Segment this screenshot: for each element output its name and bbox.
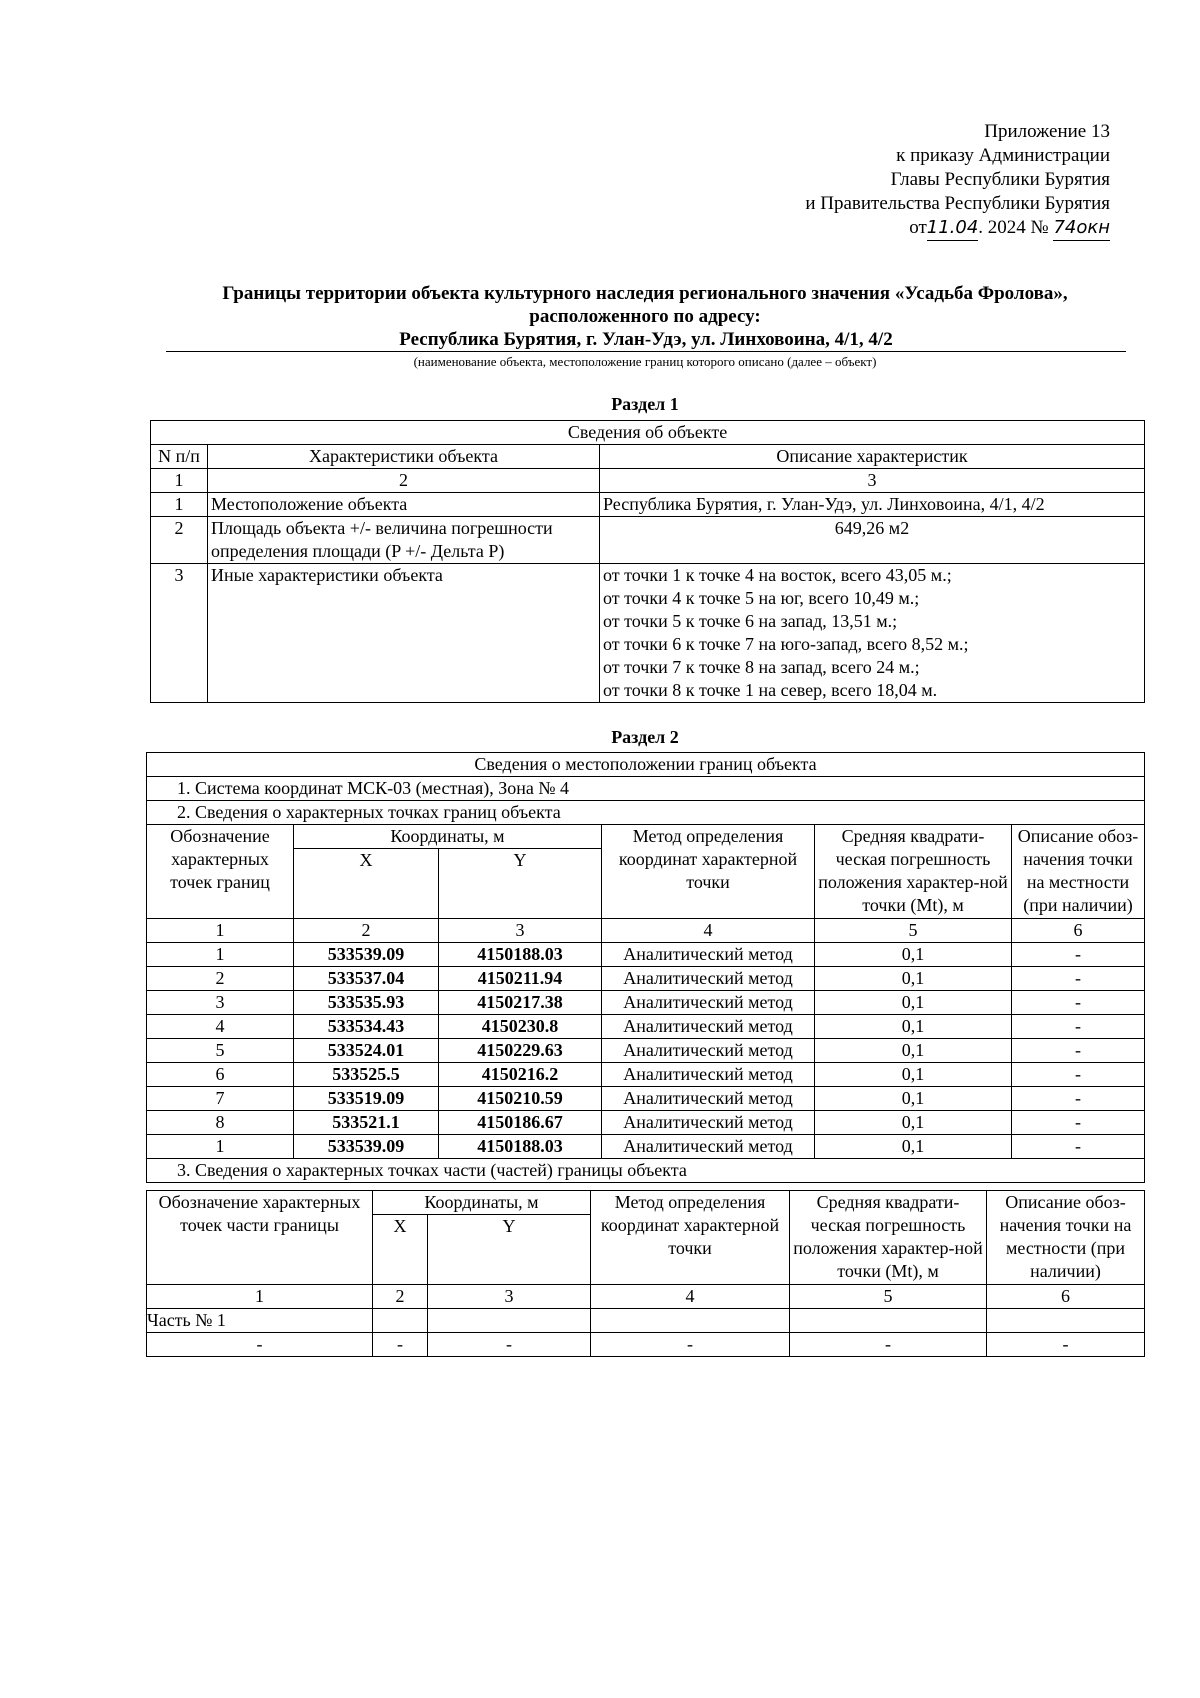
table-row xyxy=(147,1015,1145,1039)
column-index: 1 xyxy=(147,919,294,943)
point-method: Аналитический метод xyxy=(602,967,815,991)
column-header: N п/п xyxy=(151,445,208,469)
table-title: Сведения о местоположении границ объекта xyxy=(147,753,1145,777)
point-description: - xyxy=(1012,1135,1145,1159)
subheader-row xyxy=(147,801,1145,825)
table-row xyxy=(151,517,1145,564)
column-index: 5 xyxy=(790,1285,987,1309)
part-cell: - xyxy=(591,1333,790,1357)
table-row xyxy=(147,1111,1145,1135)
table-row xyxy=(147,967,1145,991)
description-line: 649,26 м2 xyxy=(834,518,910,538)
column-header-x: X xyxy=(373,1215,428,1285)
point-description: - xyxy=(1012,1015,1145,1039)
point-y: 4150186.67 xyxy=(439,1111,602,1135)
point-method: Аналитический метод xyxy=(602,991,815,1015)
column-header: Метод определения координат характерной точки xyxy=(602,825,815,919)
point-number: 2 xyxy=(147,967,294,991)
point-y: 4150211.94 xyxy=(439,967,602,991)
part-label: Часть № 1 xyxy=(147,1309,373,1333)
description-line: Республика Бурятия, г. Улан-Удэ, ул. Линховоина, 4/1, 4/2 xyxy=(603,494,1045,514)
point-description: - xyxy=(1012,991,1145,1015)
column-index: 1 xyxy=(147,1285,373,1309)
point-error: 0,1 xyxy=(815,1039,1012,1063)
table-row xyxy=(147,943,1145,967)
point-y: 4150188.03 xyxy=(439,1135,602,1159)
point-method: Аналитический метод xyxy=(602,1063,815,1087)
column-header: Средняя квадрати-ческая погрешность положения характер-ной точки (Mt), м xyxy=(815,825,1012,919)
appendix-line: к приказу Администрации xyxy=(896,145,1110,166)
column-header-x: X xyxy=(294,849,439,919)
point-y: 4150217.38 xyxy=(439,991,602,1015)
row-number: 3 xyxy=(151,564,208,703)
column-index: 2 xyxy=(294,919,439,943)
part-label-row xyxy=(147,1309,1145,1333)
point-x: 533524.01 xyxy=(294,1039,439,1063)
table-row xyxy=(151,564,1145,703)
characteristic-name: Площадь объекта +/- величина погрешности определения площади (P +/- Дельта P) xyxy=(208,517,600,564)
point-description: - xyxy=(1012,1039,1145,1063)
point-y: 4150229.63 xyxy=(439,1039,602,1063)
part-cell: - xyxy=(428,1333,591,1357)
table-row xyxy=(147,1333,1145,1357)
table-header-row xyxy=(147,753,1145,777)
empty-cell xyxy=(591,1309,790,1333)
part-cell: - xyxy=(790,1333,987,1357)
description-line: от точки 5 к точке 6 на запад, 13,51 м.; xyxy=(603,611,898,631)
point-error: 0,1 xyxy=(815,1015,1012,1039)
point-x: 533535.93 xyxy=(294,991,439,1015)
table-row xyxy=(151,493,1145,517)
column-index: 4 xyxy=(591,1285,790,1309)
table-header-row xyxy=(151,445,1145,469)
point-method: Аналитический метод xyxy=(602,943,815,967)
table-row xyxy=(147,991,1145,1015)
characteristic-description xyxy=(600,493,1145,517)
column-header: Описание обоз-начения точки на местности (при наличии) xyxy=(987,1191,1145,1285)
title-line: расположенного по адресу: xyxy=(529,306,761,327)
column-header: Обозначение характерных точек части границы xyxy=(147,1191,373,1285)
table-header-row xyxy=(147,1191,1145,1215)
object-info-table xyxy=(150,420,1145,703)
point-number: 7 xyxy=(147,1087,294,1111)
characteristic-description xyxy=(600,564,1145,703)
table-row xyxy=(147,1063,1145,1087)
part-cell: - xyxy=(373,1333,428,1357)
description-line: от точки 8 к точке 1 на север, всего 18,04 м. xyxy=(603,680,938,700)
point-error: 0,1 xyxy=(815,943,1012,967)
table-row xyxy=(147,1087,1145,1111)
point-y: 4150216.2 xyxy=(439,1063,602,1087)
point-error: 0,1 xyxy=(815,967,1012,991)
column-header: Средняя квадрати-ческая погрешность положения характер-ной точки (Mt), м xyxy=(790,1191,987,1285)
point-number: 3 xyxy=(147,991,294,1015)
boundary-points-table xyxy=(146,752,1145,1183)
point-x: 533534.43 xyxy=(294,1015,439,1039)
point-method: Аналитический метод xyxy=(602,1087,815,1111)
handwritten-date: 11.04 xyxy=(927,216,979,241)
part-cell: - xyxy=(147,1333,373,1357)
point-description: - xyxy=(1012,1111,1145,1135)
point-number: 8 xyxy=(147,1111,294,1135)
point-x: 533521.1 xyxy=(294,1111,439,1135)
point-description: - xyxy=(1012,1063,1145,1087)
row-number: 1 xyxy=(151,493,208,517)
point-method: Аналитический метод xyxy=(602,1015,815,1039)
coordinate-system: 1. Система координат МСК-03 (местная), Зона № 4 xyxy=(147,777,1145,801)
column-header-y: Y xyxy=(439,849,602,919)
index-row xyxy=(147,919,1145,943)
column-index: 6 xyxy=(987,1285,1145,1309)
points-subheader: 2. Сведения о характерных точках границ объекта xyxy=(147,801,1145,825)
point-number: 4 xyxy=(147,1015,294,1039)
characteristic-description xyxy=(600,517,1145,564)
date-prefix: от xyxy=(909,217,927,238)
section1-label: Раздел 1 xyxy=(611,394,679,414)
column-index: 3 xyxy=(600,469,1145,493)
index-row xyxy=(151,469,1145,493)
title-caption: (наименование объекта, местоположение границ которого описано (далее – объект) xyxy=(413,354,877,369)
column-index: 6 xyxy=(1012,919,1145,943)
description-line: от точки 4 к точке 5 на юг, всего 10,49 м.; xyxy=(603,588,920,608)
point-x: 533537.04 xyxy=(294,967,439,991)
title-line: Границы территории объекта культурного наследия регионального значения «Усадьба Фролова», xyxy=(222,283,1068,304)
appendix-line: и Правительства Республики Бурятия xyxy=(805,193,1110,214)
column-index: 2 xyxy=(208,469,600,493)
point-description: - xyxy=(1012,1087,1145,1111)
column-header: Характеристики объекта xyxy=(208,445,600,469)
appendix-line: Главы Республики Бурятия xyxy=(890,169,1110,190)
empty-cell xyxy=(987,1309,1145,1333)
point-number: 1 xyxy=(147,1135,294,1159)
column-header: Метод определения координат характерной точки xyxy=(591,1191,790,1285)
point-x: 533539.09 xyxy=(294,943,439,967)
point-y: 4150230.8 xyxy=(439,1015,602,1039)
point-method: Аналитический метод xyxy=(602,1039,815,1063)
point-error: 0,1 xyxy=(815,991,1012,1015)
row-number: 2 xyxy=(151,517,208,564)
point-error: 0,1 xyxy=(815,1063,1012,1087)
point-error: 0,1 xyxy=(815,1111,1012,1135)
empty-cell xyxy=(373,1309,428,1333)
column-index: 1 xyxy=(151,469,208,493)
index-row xyxy=(147,1285,1145,1309)
point-x: 533519.09 xyxy=(294,1087,439,1111)
point-number: 1 xyxy=(147,943,294,967)
characteristic-name: Местоположение объекта xyxy=(208,493,600,517)
column-header: Координаты, м xyxy=(294,825,602,849)
point-y: 4150188.03 xyxy=(439,943,602,967)
table-row xyxy=(147,1039,1145,1063)
order-date-line xyxy=(805,216,1110,241)
column-header: Координаты, м xyxy=(373,1191,591,1215)
point-x: 533525.5 xyxy=(294,1063,439,1087)
point-method: Аналитический метод xyxy=(602,1135,815,1159)
column-index: 5 xyxy=(815,919,1012,943)
part-points-table xyxy=(146,1190,1145,1357)
column-index: 2 xyxy=(373,1285,428,1309)
point-error: 0,1 xyxy=(815,1135,1012,1159)
point-number: 6 xyxy=(147,1063,294,1087)
point-description: - xyxy=(1012,943,1145,967)
characteristic-name: Иные характеристики объекта xyxy=(208,564,600,703)
section2-label: Раздел 2 xyxy=(611,727,679,747)
appendix-line: Приложение 13 xyxy=(984,121,1110,142)
title-address: Республика Бурятия, г. Улан-Удэ, ул. Линховоина, 4/1, 4/2 xyxy=(166,328,1126,352)
point-x: 533539.09 xyxy=(294,1135,439,1159)
appendix-block xyxy=(805,120,1110,241)
empty-cell xyxy=(428,1309,591,1333)
table-header-row xyxy=(147,825,1145,849)
part-cell: - xyxy=(987,1333,1145,1357)
point-number: 5 xyxy=(147,1039,294,1063)
point-error: 0,1 xyxy=(815,1087,1012,1111)
date-year: . 2024 № xyxy=(978,217,1049,238)
point-y: 4150210.59 xyxy=(439,1087,602,1111)
handwritten-order-number: 74окн xyxy=(1053,216,1110,241)
table-row xyxy=(147,1135,1145,1159)
part-subheader: 3. Сведения о характерных точках части (частей) границы объекта xyxy=(147,1159,1145,1183)
table-title: Сведения об объекте xyxy=(151,421,1145,445)
column-index: 4 xyxy=(602,919,815,943)
table-header-row xyxy=(151,421,1145,445)
column-header: Описание характеристик xyxy=(600,445,1145,469)
column-index: 3 xyxy=(439,919,602,943)
point-description: - xyxy=(1012,967,1145,991)
point-method: Аналитический метод xyxy=(602,1111,815,1135)
description-line: от точки 7 к точке 8 на запад, всего 24 м.; xyxy=(603,657,920,677)
subheader-row xyxy=(147,777,1145,801)
description-line: от точки 6 к точке 7 на юго-запад, всего 8,52 м.; xyxy=(603,634,969,654)
column-index: 3 xyxy=(428,1285,591,1309)
column-header: Описание обоз-начения точки на местности (при наличии) xyxy=(1012,825,1145,919)
empty-cell xyxy=(790,1309,987,1333)
subheader-row xyxy=(147,1159,1145,1183)
description-line: от точки 1 к точке 4 на восток, всего 43,05 м.; xyxy=(603,565,952,585)
column-header: Обозначение характерных точек границ xyxy=(147,825,294,919)
document-title xyxy=(150,282,1140,352)
column-header-y: Y xyxy=(428,1215,591,1285)
